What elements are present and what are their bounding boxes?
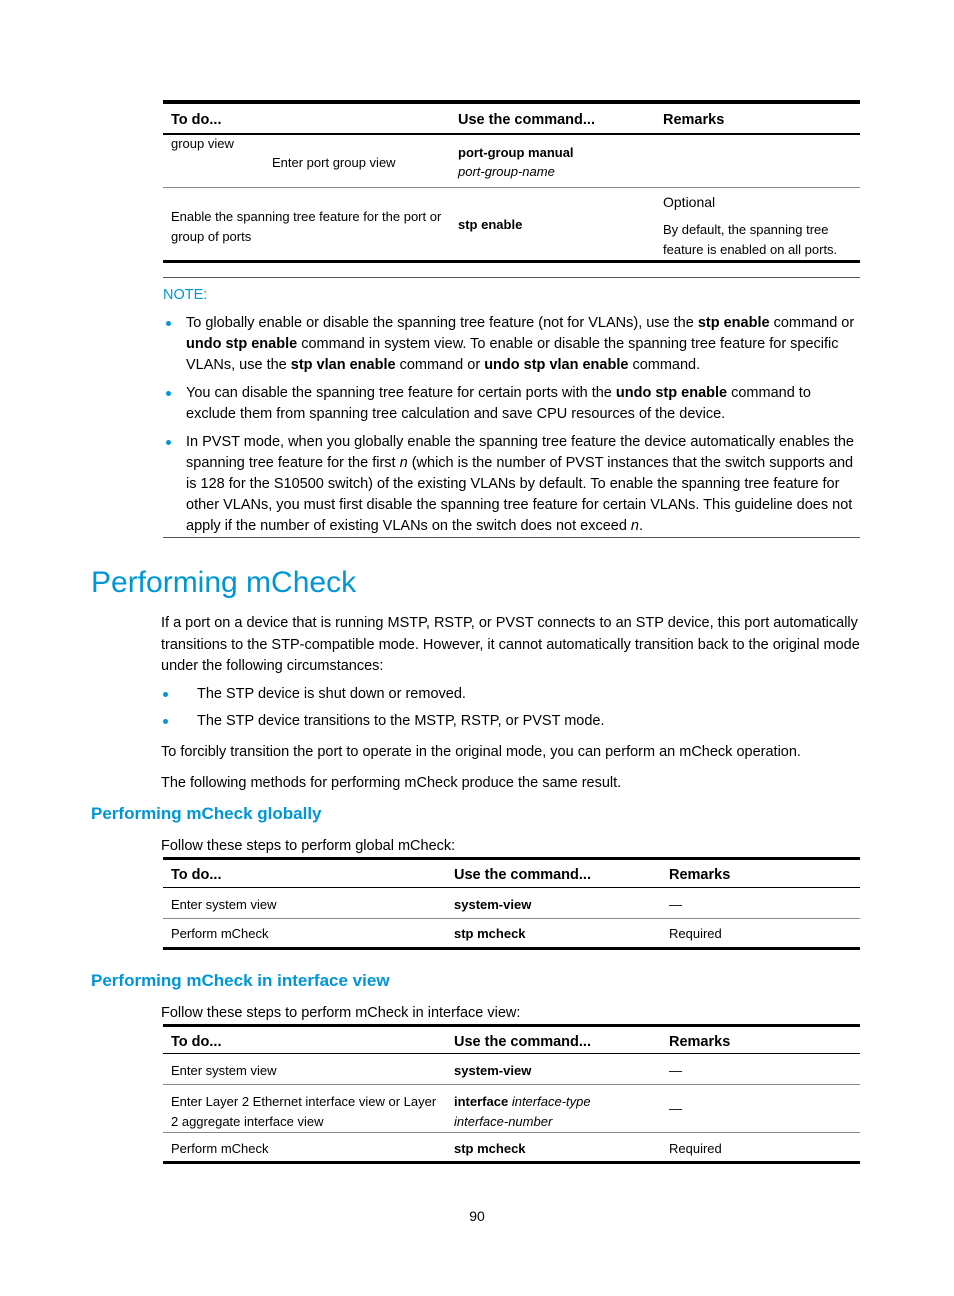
iface-row3-remarks: Required	[669, 1141, 722, 1156]
section-bullets	[197, 684, 857, 732]
global-row2-remarks: Required	[669, 926, 722, 941]
global-lead: Follow these steps to perform global mCheck:	[161, 838, 456, 854]
global-row-divider	[163, 918, 860, 919]
iface-row2-remarks: —	[669, 1101, 682, 1116]
section-para-3: The following methods for performing mCheck produce the same result.	[161, 775, 622, 791]
table1-row1-argument: port-group-name	[458, 164, 555, 179]
table1-row1-command: port-group manual	[458, 145, 574, 160]
iface-header-rule	[163, 1053, 860, 1054]
iface-row2-todo: Enter Layer 2 Ethernet interface view or Layer 2 aggregate interface view	[171, 1094, 437, 1129]
iface-row1-command: system-view	[454, 1063, 532, 1078]
note-bottom-rule	[163, 537, 860, 538]
global-header-remarks: Remarks	[669, 867, 731, 883]
table1-row2-remarks-b: By default, the spanning tree feature is enabled on all ports.	[663, 222, 838, 257]
iface-bottom-rule	[163, 1161, 860, 1164]
iface-title: Performing mCheck in interface view	[91, 971, 390, 990]
global-header-command: Use the command...	[454, 867, 591, 883]
section-para-2: To forcibly transition the port to operate in the original mode, you can perform an mCheck operation.	[161, 744, 801, 760]
iface-row3-todo: Perform mCheck	[171, 1141, 269, 1156]
note-label: NOTE:	[163, 287, 208, 303]
bullet-icon	[166, 440, 171, 445]
global-top-rule	[163, 857, 860, 860]
table1-row2-todo: Enable the spanning tree feature for the port or group of ports	[171, 209, 442, 244]
global-header-rule	[163, 887, 860, 888]
bullet-icon	[163, 692, 168, 697]
global-bottom-rule	[163, 947, 860, 950]
section-bullet-1: The STP device is shut down or removed.	[197, 684, 857, 705]
bullet-icon	[166, 391, 171, 396]
global-row1-todo: Enter system view	[171, 897, 277, 912]
table1-header-remarks: Remarks	[663, 112, 725, 128]
iface-row2-command-cell	[454, 1092, 591, 1131]
iface-row2-command: interface	[454, 1094, 509, 1109]
iface-row2-arg1: interface-type	[511, 1094, 591, 1109]
page-number: 90	[469, 1208, 485, 1224]
table1-header-command: Use the command...	[458, 112, 595, 128]
bullet-icon	[163, 719, 168, 724]
table1-row1-todo-a: group view	[171, 136, 234, 151]
table1-header-rule	[163, 133, 860, 135]
iface-row-divider-1	[163, 1084, 860, 1085]
section-bullet-2: The STP device transitions to the MSTP, RSTP, or PVST mode.	[197, 711, 857, 732]
global-row1-remarks: —	[669, 897, 682, 912]
table1-header-todo: To do...	[171, 112, 222, 128]
note-top-rule	[163, 277, 860, 278]
global-row2-command: stp mcheck	[454, 926, 526, 941]
iface-header-command: Use the command...	[454, 1034, 591, 1050]
note-item-3: In PVST mode, when you globally enable the spanning tree feature the device automatically enables the spanning tree feature for the first n (which is the number of PVST instances that the switch supports and is 128 for the S10500 switch) of the existing VLANs by default. To enable the spanning tree feature for other VLANs, you must first disable the spanning tree feature for certain VLANs. This guideline does not apply if the number of existing VLANs on the switch does not exceed n.	[186, 432, 861, 537]
note-item-1: To globally enable or disable the spanning tree feature (not for VLANs), use the stp enable command or undo stp enable command in system view. To enable or disable the spanning tree feature for specific VLANs, use the stp vlan enable command or undo stp vlan enable command.	[186, 313, 861, 376]
bullet-icon	[166, 321, 171, 326]
global-row1-command: system-view	[454, 897, 532, 912]
iface-lead: Follow these steps to perform mCheck in interface view:	[161, 1005, 521, 1021]
global-header-todo: To do...	[171, 867, 222, 883]
table1-row2-remarks-a: Optional	[663, 194, 716, 210]
note-item-2: You can disable the spanning tree feature for certain ports with the undo stp enable command to exclude them from spanning tree calculation and save CPU resources of the device.	[186, 383, 861, 425]
iface-row1-todo: Enter system view	[171, 1063, 277, 1078]
iface-header-todo: To do...	[171, 1034, 222, 1050]
table1-row2-command: stp enable	[458, 217, 523, 232]
table1-row1-todo-b: Enter port group view	[272, 155, 396, 170]
table1-top-rule	[163, 100, 860, 104]
table1-bottom-rule	[163, 260, 860, 263]
iface-row3-command: stp mcheck	[454, 1141, 526, 1156]
iface-top-rule	[163, 1024, 860, 1027]
iface-row1-remarks: —	[669, 1063, 682, 1078]
iface-row-divider-2	[163, 1132, 860, 1133]
note-list	[186, 313, 861, 537]
iface-header-remarks: Remarks	[669, 1034, 731, 1050]
section-intro: If a port on a device that is running MSTP, RSTP, or PVST connects to an STP device, this port automatically transitions to the STP-compatible mode. However, it cannot automatically transition back to the original mode under the following circumstances:	[161, 615, 860, 674]
global-title: Performing mCheck globally	[91, 804, 322, 823]
table1-row-divider	[163, 187, 860, 188]
section-title: Performing mCheck	[91, 566, 357, 599]
iface-row2-arg2: interface-number	[454, 1113, 553, 1129]
global-row2-todo: Perform mCheck	[171, 926, 269, 941]
